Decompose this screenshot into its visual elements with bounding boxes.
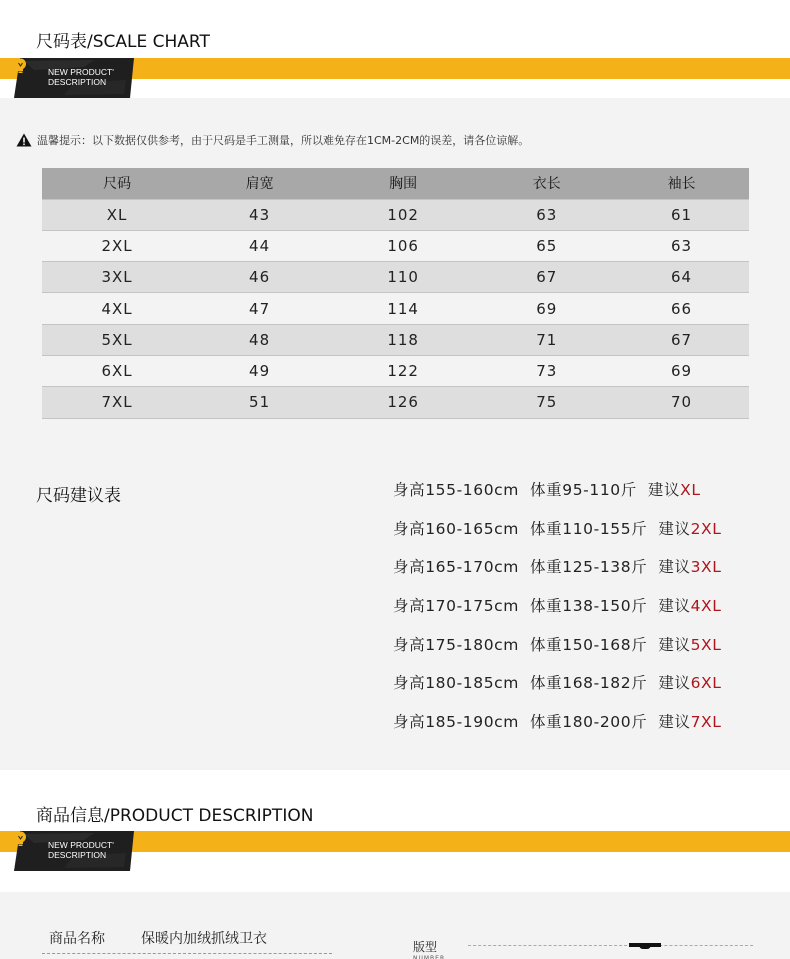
product-description-title: 商品信息/PRODUCT DESCRIPTION xyxy=(36,806,314,826)
product-name-label: 商品名称 xyxy=(49,931,105,947)
table-cell: 122 xyxy=(327,355,479,386)
table-row xyxy=(42,387,749,418)
table-cell: 70 xyxy=(614,387,749,418)
product-name-row xyxy=(42,928,332,953)
lightbulb-icon xyxy=(14,58,27,74)
table-cell: 49 xyxy=(192,355,327,386)
table-cell: 2XL xyxy=(42,230,192,261)
rec-weight: 体重110-155斤 xyxy=(530,519,648,538)
table-cell: 106 xyxy=(327,230,479,261)
table-row xyxy=(42,262,749,293)
rec-height: 身高155-160cm xyxy=(393,481,519,499)
table-cell: 47 xyxy=(192,293,327,324)
rec-size: XL xyxy=(680,481,701,499)
size-table xyxy=(42,168,749,419)
table-cell: 73 xyxy=(479,355,614,386)
table-cell: 63 xyxy=(614,230,749,261)
warning-tip xyxy=(16,132,529,148)
rec-size: 2XL xyxy=(690,519,722,538)
rec-height: 身高175-180cm xyxy=(393,635,519,654)
rec-size: 7XL xyxy=(690,713,722,732)
rec-weight: 体重150-168斤 xyxy=(530,635,648,654)
table-cell: 44 xyxy=(192,230,327,261)
new-product-badge xyxy=(14,831,134,871)
recommend-row xyxy=(393,478,722,517)
tip-text: 温馨提示：以下数据仅供参考，由于尺码是手工测量，所以难免存在1CM-2CM的误差，请各位谅解。 xyxy=(37,134,530,147)
rec-height: 身高165-170cm xyxy=(393,558,519,577)
table-cell: 48 xyxy=(192,324,327,355)
rec-label: 建议 xyxy=(658,597,691,616)
badge-text xyxy=(48,840,114,860)
header-chest: 胸围 xyxy=(327,168,479,199)
table-cell: 64 xyxy=(614,262,749,293)
recommend-row xyxy=(393,517,722,556)
rec-size: 5XL xyxy=(690,635,722,654)
version-label: 版型 xyxy=(413,940,438,954)
table-cell: 102 xyxy=(327,199,479,230)
rec-height: 身高180-185cm xyxy=(393,674,519,693)
rec-height: 身高185-190cm xyxy=(393,713,519,732)
table-cell: 65 xyxy=(479,230,614,261)
version-scale-line xyxy=(468,945,753,946)
header-length: 衣长 xyxy=(479,168,614,199)
table-cell: 3XL xyxy=(42,262,192,293)
table-cell: 75 xyxy=(479,387,614,418)
table-cell: 110 xyxy=(327,262,479,293)
table-row xyxy=(42,199,749,230)
rec-size: 3XL xyxy=(690,558,722,577)
product-name-field xyxy=(42,928,332,954)
recommend-row xyxy=(393,555,722,594)
rec-label: 建议 xyxy=(658,713,691,732)
version-field xyxy=(413,938,753,959)
lightbulb-icon xyxy=(14,831,27,847)
table-cell: 51 xyxy=(192,387,327,418)
header-size: 尺码 xyxy=(42,168,192,199)
rec-weight: 体重95-110斤 xyxy=(530,481,637,499)
recommend-row xyxy=(393,710,722,749)
badge-text xyxy=(48,67,114,87)
table-cell: 118 xyxy=(327,324,479,355)
table-cell: 4XL xyxy=(42,293,192,324)
rec-height: 身高160-165cm xyxy=(393,519,519,538)
recommend-row xyxy=(393,594,722,633)
rec-label: 建议 xyxy=(658,635,691,654)
table-cell: 43 xyxy=(192,199,327,230)
rec-weight: 体重138-150斤 xyxy=(530,597,648,616)
product-name-value: 保暖内加绒抓绒卫衣 xyxy=(141,931,267,947)
table-cell: 46 xyxy=(192,262,327,293)
table-row xyxy=(42,355,749,386)
table-cell: 5XL xyxy=(42,324,192,355)
rec-weight: 体重168-182斤 xyxy=(530,674,648,693)
table-cell: 63 xyxy=(479,199,614,230)
table-cell: 114 xyxy=(327,293,479,324)
header-shoulder: 肩宽 xyxy=(192,168,327,199)
rec-label: 建议 xyxy=(647,481,681,499)
table-cell: 61 xyxy=(614,199,749,230)
rec-weight: 体重125-138斤 xyxy=(530,558,648,577)
recommend-row xyxy=(393,671,722,710)
rec-height: 身高170-175cm xyxy=(393,597,519,616)
warning-icon xyxy=(16,133,32,147)
table-row xyxy=(42,293,749,324)
table-cell: 69 xyxy=(479,293,614,324)
table-cell: 7XL xyxy=(42,387,192,418)
rec-label: 建议 xyxy=(658,558,691,577)
version-sub-label: NUMBER xyxy=(413,955,446,959)
table-cell: 126 xyxy=(327,387,479,418)
rec-size: 4XL xyxy=(690,597,722,616)
table-row xyxy=(42,230,749,261)
recommend-title: 尺码建议表 xyxy=(36,486,121,506)
badge-line2: DESCRIPTION xyxy=(48,77,107,87)
scale-chart-title: 尺码表/SCALE CHART xyxy=(36,32,210,52)
table-cell: 69 xyxy=(614,355,749,386)
table-cell: XL xyxy=(42,199,192,230)
table-row xyxy=(42,324,749,355)
rec-weight: 体重180-200斤 xyxy=(530,713,648,732)
rec-label: 建议 xyxy=(658,519,691,538)
badge-line1: NEW PRODUCT' xyxy=(48,67,114,77)
recommend-list xyxy=(393,478,722,749)
dashed-divider xyxy=(42,953,332,954)
header-sleeve: 袖长 xyxy=(614,168,749,199)
recommend-row xyxy=(393,633,722,672)
rec-size: 6XL xyxy=(690,674,722,693)
size-table-header xyxy=(42,168,749,199)
table-cell: 71 xyxy=(479,324,614,355)
table-cell: 66 xyxy=(614,293,749,324)
badge-line2: DESCRIPTION xyxy=(48,850,107,860)
new-product-badge xyxy=(14,58,134,98)
table-cell: 6XL xyxy=(42,355,192,386)
rec-label: 建议 xyxy=(658,674,691,693)
table-cell: 67 xyxy=(479,262,614,293)
table-cell: 67 xyxy=(614,324,749,355)
badge-line1: NEW PRODUCT' xyxy=(48,840,114,850)
